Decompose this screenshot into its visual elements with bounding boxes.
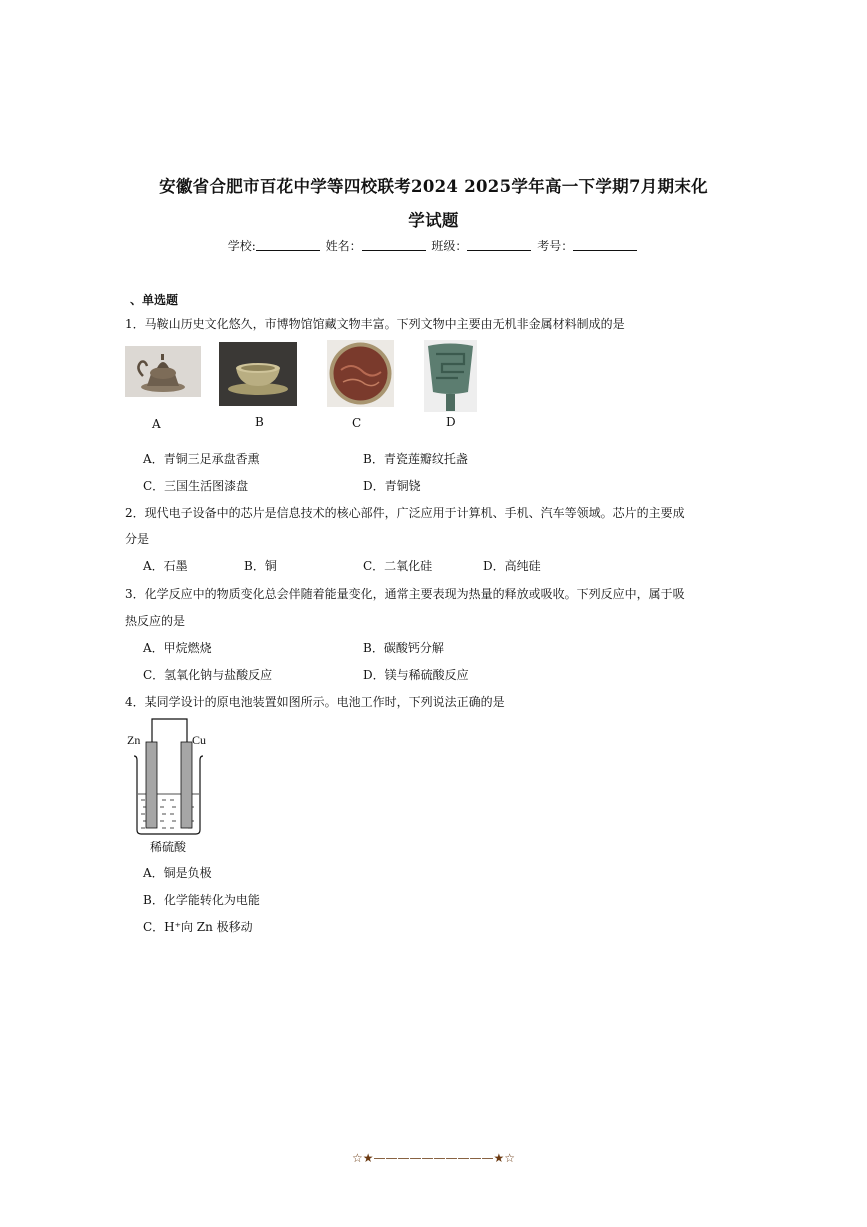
- exam-number-label: 考号：: [537, 239, 574, 253]
- bronze-censer-image: [125, 346, 201, 397]
- question-2-stem-line2: 分是: [125, 532, 150, 546]
- image-label-b: B: [255, 415, 264, 429]
- exam-title-line1: 安徽省合肥市百花中学等四校联考2024 2025学年高一下学期7月期末化: [159, 177, 708, 196]
- name-blank: [362, 239, 426, 251]
- question-2-stem-line1: 2．现代电子设备中的芯片是信息技术的核心部件，广泛应用于计算机、手机、汽车等领域。芯片的主要成: [125, 506, 685, 520]
- student-info-line: [0, 237, 867, 254]
- zn-electrode-label: Zn: [127, 733, 141, 747]
- q1-option-a[interactable]: A．青铜三足承盘香熏: [143, 452, 260, 466]
- cu-electrode-label: Cu: [192, 733, 207, 747]
- school-blank: [256, 239, 320, 251]
- question-1-stem: 1．马鞍山历史文化悠久，市博物馆馆藏文物丰富。下列文物中主要由无机非金属材料制成的是: [125, 317, 625, 331]
- solution-label: 稀硫酸: [150, 840, 187, 854]
- image-label-a: A: [152, 417, 161, 431]
- image-label-d: D: [446, 415, 456, 429]
- lacquer-plate-image: [327, 340, 394, 407]
- exam-number-blank: [573, 239, 637, 251]
- q1-option-b[interactable]: B．青瓷莲瓣纹托盏: [363, 452, 468, 466]
- section-heading: 、单选题: [130, 293, 179, 307]
- q4-option-a[interactable]: A．铜是负极: [143, 866, 212, 880]
- school-label: 学校:: [227, 239, 256, 253]
- q3-option-b[interactable]: B．碳酸钙分解: [363, 641, 444, 655]
- q4-option-c[interactable]: C．H⁺向 Zn 极移动: [143, 920, 253, 934]
- q4-option-b[interactable]: B．化学能转化为电能: [143, 893, 260, 907]
- q2-option-c[interactable]: C．二氧化硅: [363, 559, 433, 573]
- question-3-stem-line1: 3．化学反应中的物质变化总会伴随着能量变化，通常主要表现为热量的释放或吸收。下列反应中，属于吸: [125, 587, 685, 601]
- name-label: 姓名：: [325, 239, 362, 253]
- q1-option-d[interactable]: D．青铜铙: [363, 479, 421, 493]
- question-3-stem-line2: 热反应的是: [125, 614, 186, 628]
- class-blank: [467, 239, 531, 251]
- q3-option-a[interactable]: A．甲烷燃烧: [143, 641, 212, 655]
- question-4-stem: 4．某同学设计的原电池装置如图所示。电池工作时，下列说法正确的是: [125, 695, 505, 709]
- class-label: 班级：: [431, 239, 468, 253]
- q3-option-c[interactable]: C．氢氧化钠与盐酸反应: [143, 668, 273, 682]
- q2-option-b[interactable]: B．铜: [244, 559, 277, 573]
- celadon-cup-image: [219, 342, 297, 406]
- q2-option-a[interactable]: A．石墨: [143, 559, 188, 573]
- page-footer: ☆★——————————★☆: [351, 1151, 516, 1165]
- image-label-c: C: [352, 416, 362, 430]
- q3-option-d[interactable]: D．镁与稀硫酸反应: [363, 668, 469, 682]
- galvanic-cell-diagram: [124, 716, 224, 856]
- exam-title-line2: 学试题: [408, 211, 459, 230]
- bronze-nao-image: [424, 340, 477, 412]
- q1-option-c[interactable]: C．三国生活图漆盘: [143, 479, 249, 493]
- q2-option-d[interactable]: D．高纯硅: [483, 559, 541, 573]
